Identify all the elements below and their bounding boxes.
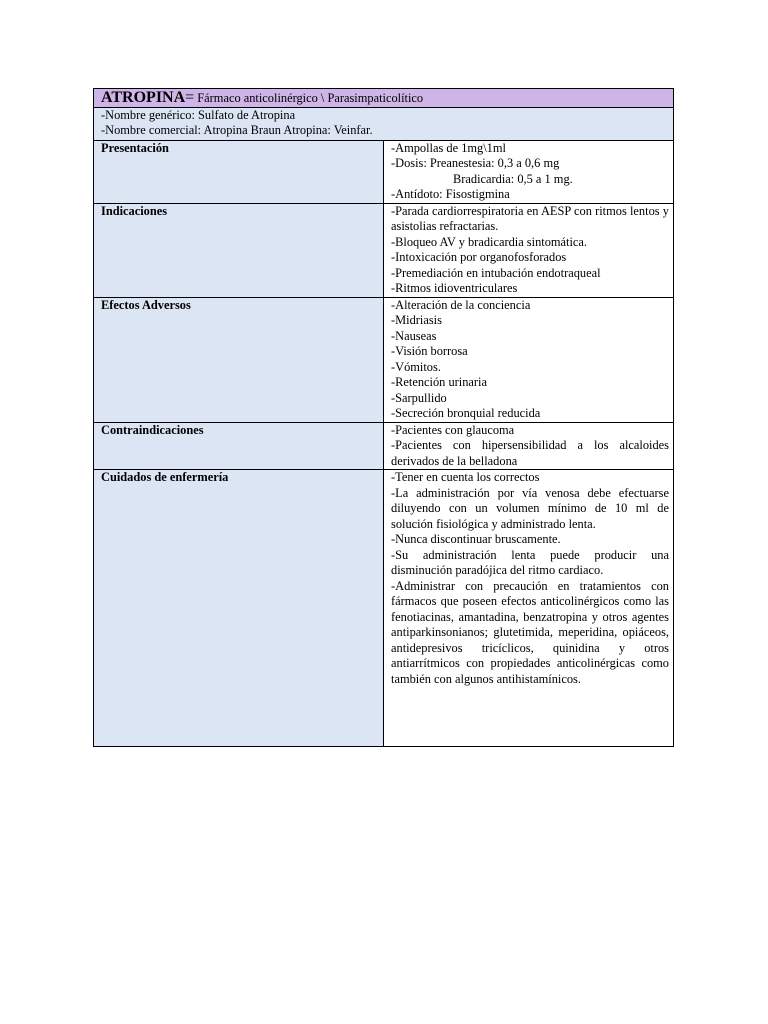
list-item: -Sarpullido xyxy=(391,390,447,405)
list-item: -Retención urinaria xyxy=(391,375,487,389)
list-item: -Su administración lenta puede producir una disminución paradójica del ritmo cardiaco. xyxy=(391,547,669,577)
list-item: -Parada cardiorrespiratoria en AESP con ritmos lentos y asistolias refractarias. xyxy=(391,203,669,233)
presentacion-row xyxy=(94,140,674,203)
list-item: Bradicardia: 0,5 a 1 mg. xyxy=(453,171,573,186)
list-item: -Secreción bronquial reducida xyxy=(391,406,541,420)
names-row xyxy=(94,107,674,140)
indicaciones-label: Indicaciones xyxy=(94,203,384,297)
list-item: -Dosis: Preanestesia: 0,3 a 0,6 mg xyxy=(391,156,560,170)
title-equals: = xyxy=(185,89,195,106)
drug-class: Fármaco anticolinérgico \ Parasimpaticolítico xyxy=(194,91,424,105)
list-item: -Ritmos idioventriculares xyxy=(391,281,518,295)
list-item: -Premediación en intubación endotraqueal xyxy=(391,265,601,280)
list-item: -Pacientes con glaucoma xyxy=(391,422,515,437)
efectos-row xyxy=(94,297,674,422)
cuidados-label: Cuidados de enfermería xyxy=(94,470,384,747)
list-item: -Administrar con precaución en tratamientos con fármacos que poseen efectos anticolinérgicos como las fenotiacinas, amantadina, benzatropina y otros agentes antiparkinsonianos; glutetimida, meperidina, opiáceos, antidepresivos tricíclicos, quinidina y otros antiarrítmicos con propiedades anticolinérgicas como también con algunos antihistamínicos. xyxy=(391,578,669,686)
list-item: -La administración por vía venosa debe efectuarse diluyendo con un volumen mínimo de 10 ml de solución fisiológica y administrado lenta. xyxy=(391,485,669,531)
efectos-label: Efectos Adversos xyxy=(94,297,384,422)
names-cell xyxy=(94,107,674,140)
commercial-name: -Nombre comercial: Atropina Braun Atropina: Veinfar. xyxy=(101,123,373,137)
presentacion-label: Presentación xyxy=(94,140,384,203)
list-item: -Alteración de la conciencia xyxy=(391,297,531,312)
list-item: -Visión borrosa xyxy=(391,344,468,358)
contraindicaciones-value xyxy=(384,422,674,470)
list-item: -Vómitos. xyxy=(391,359,441,374)
contraindicaciones-row xyxy=(94,422,674,470)
list-item: -Nauseas xyxy=(391,328,437,343)
drug-info-table xyxy=(93,88,674,747)
list-item: -Pacientes con hipersensibilidad a los alcaloides derivados de la belladona xyxy=(391,438,669,468)
efectos-value xyxy=(384,297,674,422)
title-row xyxy=(94,89,674,108)
list-item: -Ampollas de 1mg\1ml xyxy=(391,140,506,155)
cuidados-value xyxy=(384,470,674,747)
indicaciones-row xyxy=(94,203,674,297)
generic-name: -Nombre genérico: Sulfato de Atropina xyxy=(101,107,296,122)
list-item: -Midriasis xyxy=(391,313,442,327)
list-item: -Antídoto: Fisostigmina xyxy=(391,187,510,201)
list-item: -Bloqueo AV y bradicardia sintomática. xyxy=(391,234,588,249)
list-item: -Intoxicación por organofosforados xyxy=(391,250,567,264)
presentacion-value xyxy=(384,140,674,203)
title-cell xyxy=(94,89,674,108)
cuidados-row xyxy=(94,470,674,747)
list-item: -Tener en cuenta los correctos xyxy=(391,470,540,484)
indicaciones-value xyxy=(384,203,674,297)
list-item: -Nunca discontinuar bruscamente. xyxy=(391,532,561,546)
contraindicaciones-label: Contraindicaciones xyxy=(94,422,384,470)
drug-name: ATROPINA xyxy=(101,89,186,106)
